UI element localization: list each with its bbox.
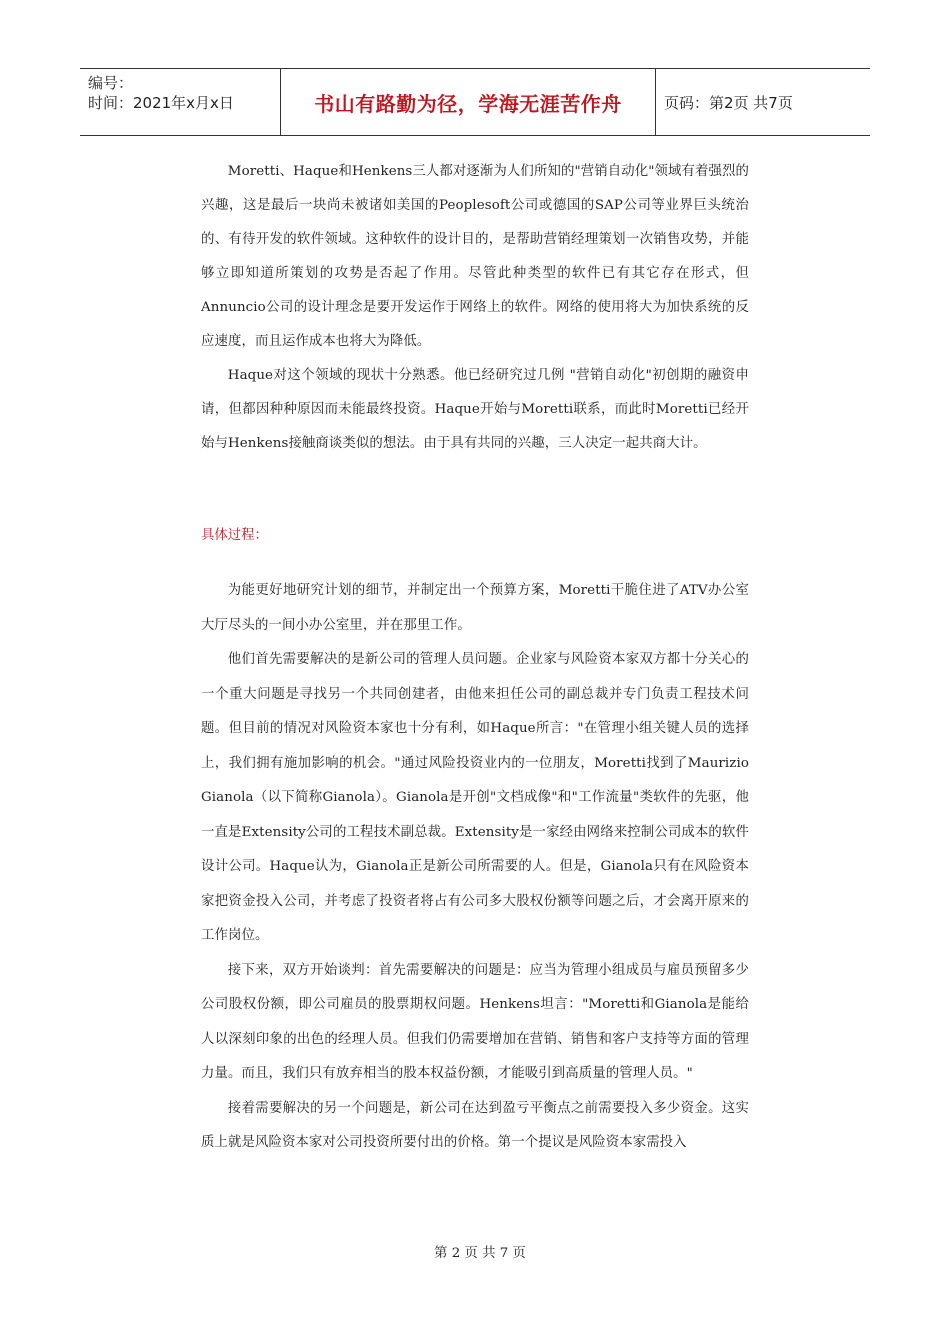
document-date-label: 时间：2021年x月x日 xyxy=(88,94,234,112)
paragraph: 他们首先需要解决的是新公司的管理人员问题。企业家与风险资本家双方都十分关心的一个重大问题是寻找另一个共同创建者，由他来担任公司的副总裁并专门负责工程技术问题。但目前的情况对风险资本家也十分有利，如Haque所言："在管理小组关键人员的选择上，我们拥有施加影响的机会。"通过风险投资业内的一位朋友，Moretti找到了Maurizio Gianola（以下简称Gianola）。Gianola是开创"文档成像"和"工作流量"类软件的先驱，他一直是Extensity公司的工程技术副总裁。Extensity是一家经由网络来控制公司成本的软件设计公司。Haque认为，Gianola正是新公司所需要的人。但是，Gianola只有在风险资本家把资金投入公司，并考虑了投资者将占有公司多大股权份额等问题之后，才会离开原来的工作岗位。 xyxy=(201,652,749,943)
header-motto: 书山有路勤为径，学海无涯苦作舟 xyxy=(314,91,622,116)
document-number-label: 编号： xyxy=(88,74,134,92)
paragraph: Haque对这个领域的现状十分熟悉。他已经研究过几例 "营销自动化"初创期的融资申请，但都因种种原因而未能最终投资。Haque开始与Moretti联系，而此时Moretti已经开始与Henkens接触商谈类似的想法。由于具有共同的兴趣，三人决定一起共商大计。 xyxy=(201,368,749,451)
header-page-cell xyxy=(656,69,870,135)
header-page-label: 页码：第2页 共7页 xyxy=(664,93,793,112)
header-meta xyxy=(80,69,281,135)
paragraph: Moretti、Haque和Henkens三人都对逐渐为人们所知的"营销自动化"领域有着强烈的兴趣，这是最后一块尚未被诸如美国的Peoplesoft公司或德国的SAP公司等业界巨头统治的、有待开发的软件领域。这种软件的设计目的，是帮助营销经理策划一次销售攻势，并能够立即知道所策划的攻势是否起了作用。尽管此种类型的软件已有其它存在形式，但Annuncio公司的设计理念是要开发运作于网络上的软件。网络的使用将大为加快系统的反应速度，而且运作成本也将大为降低。 xyxy=(201,164,749,349)
header-motto-cell xyxy=(281,69,656,135)
body-text-top xyxy=(201,155,749,461)
page-footer: 第 2 页 共 7 页 xyxy=(434,1246,526,1261)
paragraph: 为能更好地研究计划的细节，并制定出一个预算方案，Moretti干脆住进了ATV办公室大厅尽头的一间小办公室里，并在那里工作。 xyxy=(201,583,749,633)
body-text-bottom xyxy=(201,574,749,1161)
paragraph: 接着需要解决的另一个问题是，新公司在达到盈亏平衡点之前需要投入多少资金。这实质上就是风险资本家对公司投资所要付出的价格。第一个提议是风险资本家需投入 xyxy=(201,1100,749,1150)
page-header xyxy=(80,68,870,136)
paragraph: 接下来，双方开始谈判：首先需要解决的问题是：应当为管理小组成员与雇员预留多少公司股权份额，即公司雇员的股票期权问题。Henkens坦言："Moretti和Gianola是能给人以深刻印象的出色的经理人员。但我们仍需要增加在营销、销售和客户支持等方面的管理力量。而且，我们只有放弃相当的股本权益份额，才能吸引到高质量的管理人员。" xyxy=(201,962,749,1081)
section-title: 具体过程： xyxy=(201,528,268,543)
